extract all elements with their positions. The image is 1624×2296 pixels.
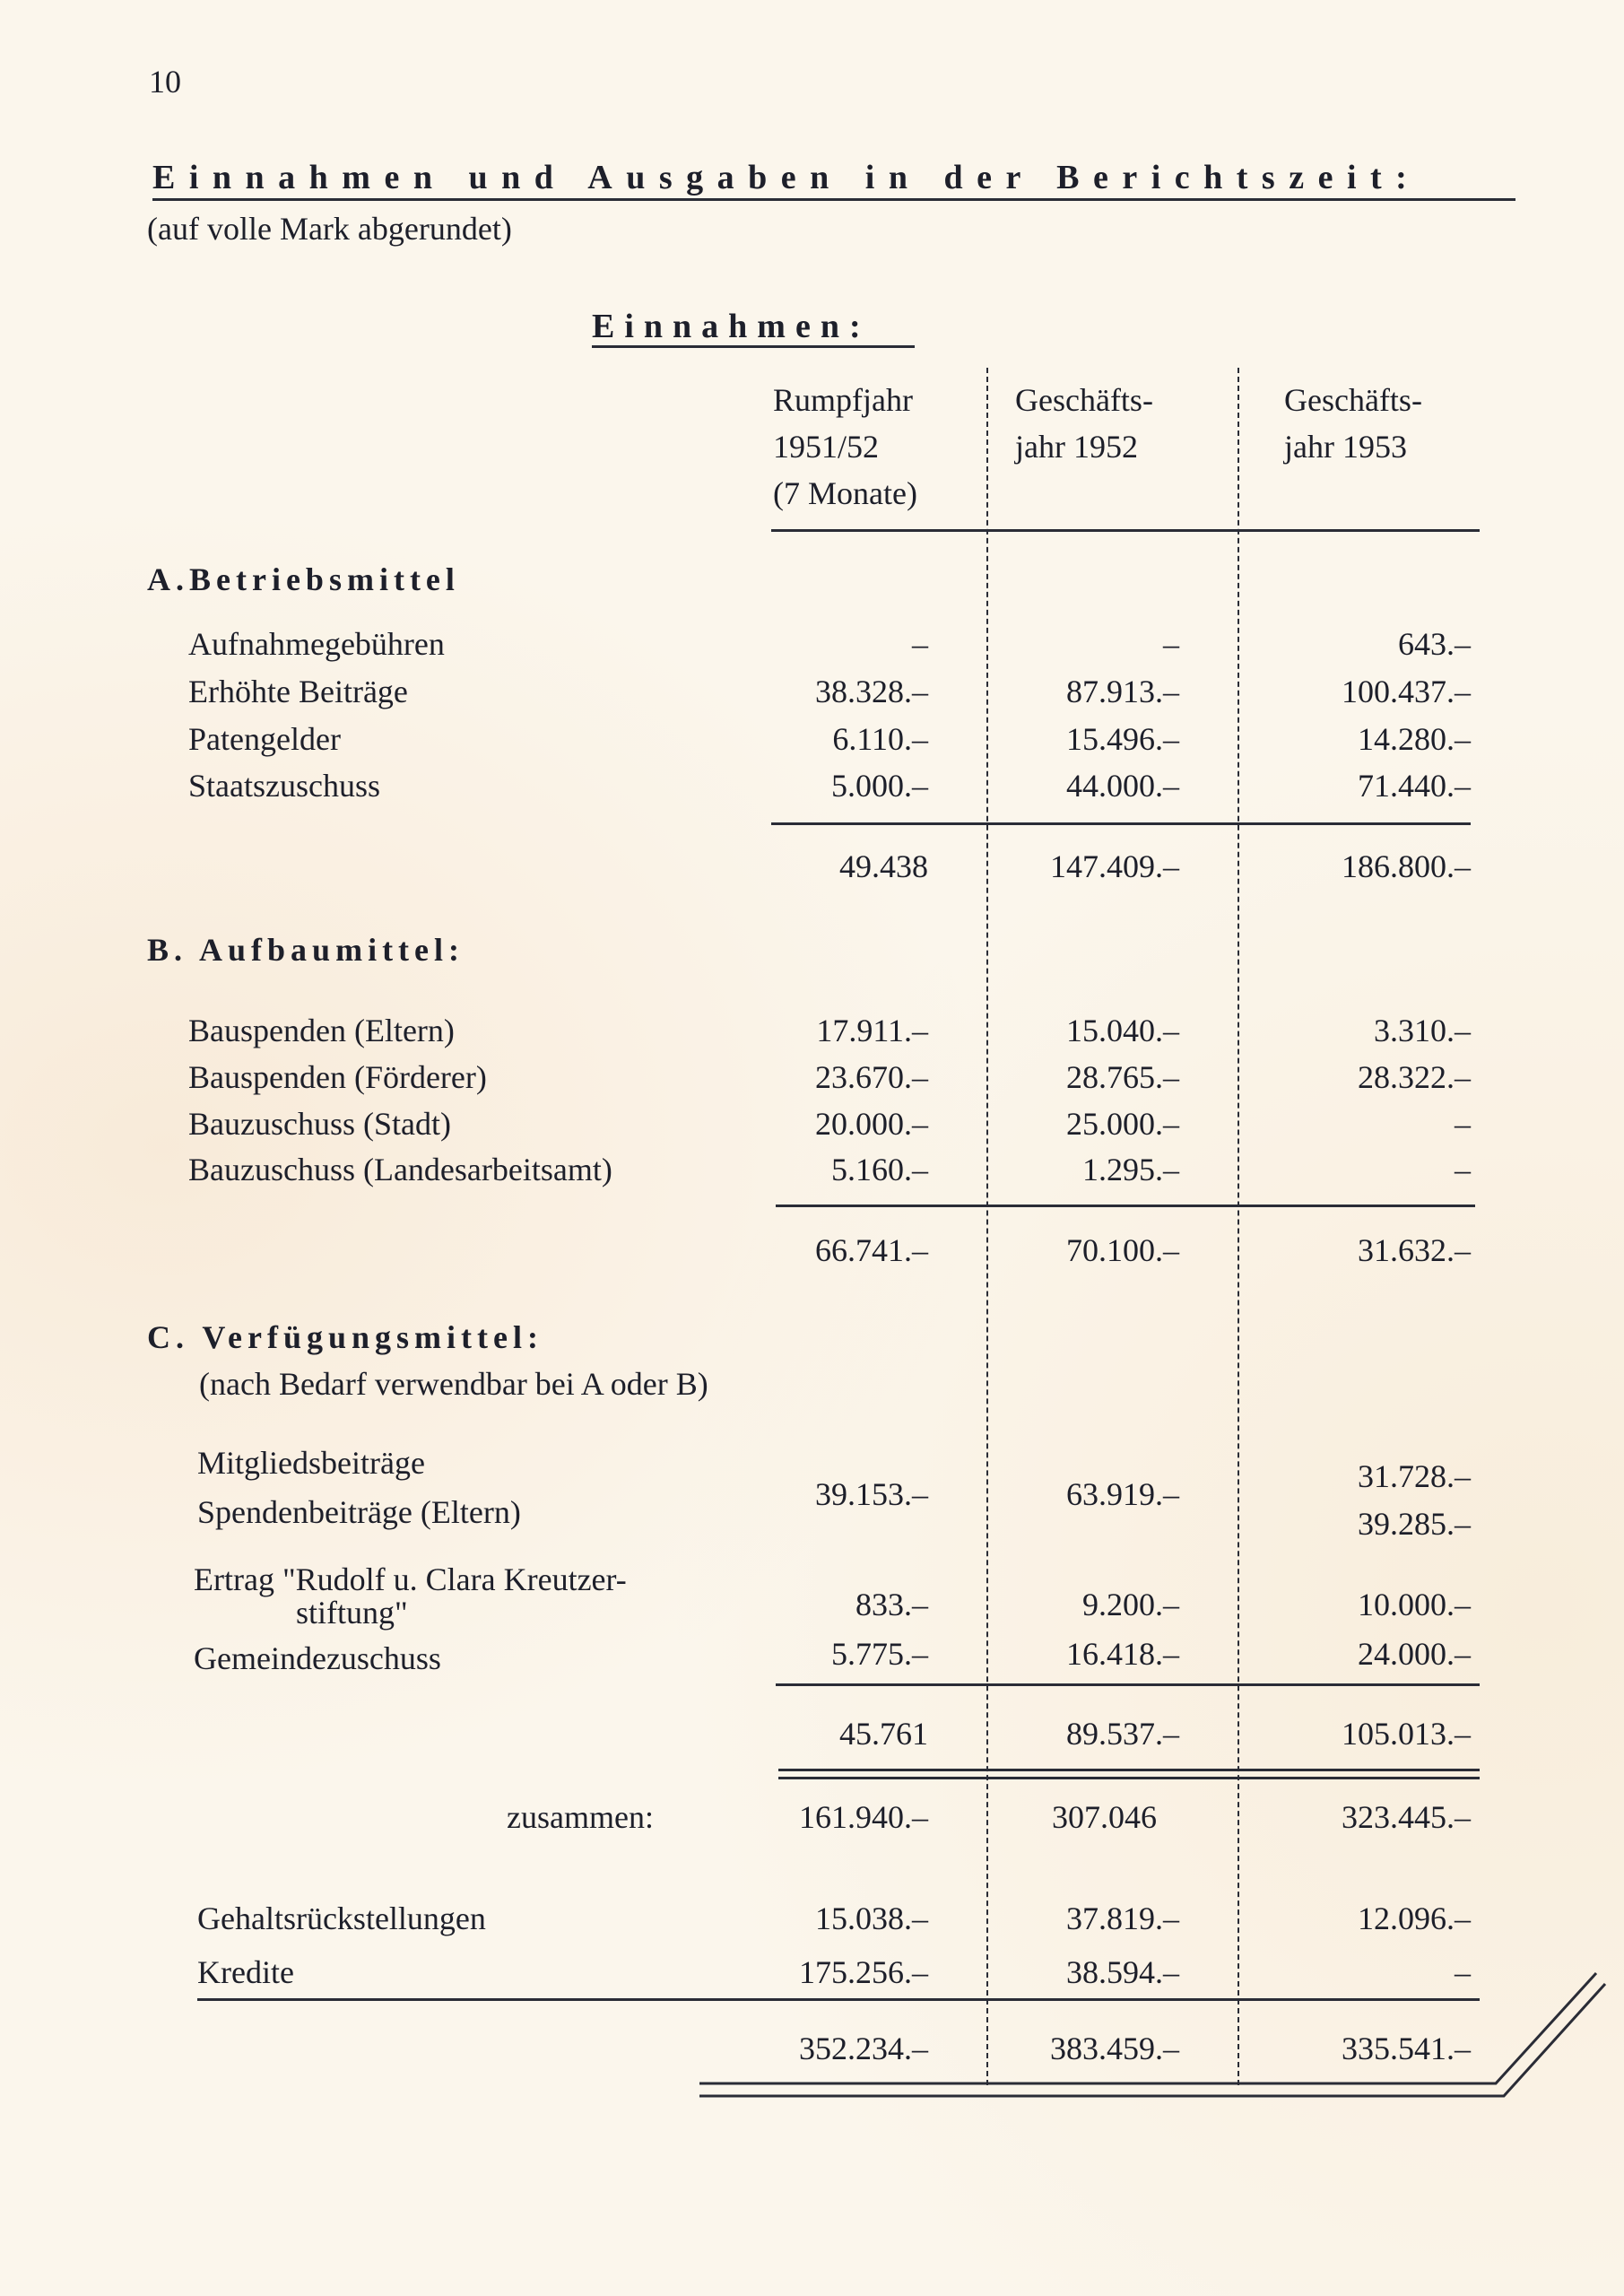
row-label: Bauzuschuss (Landesarbeitsamt) xyxy=(188,1152,612,1187)
cell-value: 71.440.– xyxy=(1358,768,1471,804)
column-header xyxy=(1015,377,1153,470)
cell-value: 14.280.– xyxy=(1358,721,1471,757)
section-heading: Einnahmen: xyxy=(592,308,871,345)
column-header xyxy=(1284,377,1422,470)
double-rule-line xyxy=(699,1984,1605,2096)
cell-value: 15.496.– xyxy=(1066,721,1179,757)
page-title: Einnahmen und Ausgaben in der Berichtszeit: xyxy=(152,159,1421,196)
total-value: 307.046 xyxy=(1052,1799,1157,1835)
cell-value: – xyxy=(912,626,928,662)
section-b-heading: B. Aufbaumittel: xyxy=(147,932,465,968)
row-label: stiftung" xyxy=(296,1595,408,1631)
subtotal-value: 147.409.– xyxy=(1050,848,1179,884)
cell-value: 5.160.– xyxy=(831,1152,928,1187)
cell-value: 16.418.– xyxy=(1066,1636,1179,1672)
zusammen-label: zusammen: xyxy=(507,1799,654,1835)
subtotal-value: 31.632.– xyxy=(1358,1232,1471,1268)
row-label: Bauzuschuss (Stadt) xyxy=(188,1106,451,1142)
column-header-line: jahr 1953 xyxy=(1284,429,1407,465)
cell-value: – xyxy=(1455,1152,1471,1187)
cell-value: 37.819.– xyxy=(1066,1900,1179,1936)
column-header-line: Geschäfts- xyxy=(1015,382,1153,418)
cell-value: – xyxy=(1455,1106,1471,1142)
cell-value: 24.000.– xyxy=(1358,1636,1471,1672)
row-label: Bauspenden (Eltern) xyxy=(188,1013,455,1048)
row-label: Bauspenden (Förderer) xyxy=(188,1059,487,1095)
cell-value: 25.000.– xyxy=(1066,1106,1179,1142)
subtotal-rule xyxy=(776,1683,1480,1686)
cell-value: 38.328.– xyxy=(815,674,928,709)
column-header-line: (7 Monate) xyxy=(773,475,917,511)
cell-value: 9.200.– xyxy=(1082,1587,1179,1622)
row-label: Gemeindezuschuss xyxy=(194,1640,441,1676)
column-header-line: jahr 1952 xyxy=(1015,429,1138,465)
grand-total-value: 335.541.– xyxy=(1342,2031,1471,2066)
cell-value: 39.153.– xyxy=(815,1476,928,1512)
total-value: 323.445.– xyxy=(1342,1799,1471,1835)
cell-value: 15.038.– xyxy=(815,1900,928,1936)
row-label: Staatszuschuss xyxy=(188,768,380,804)
header-rule xyxy=(771,529,1480,532)
cell-value: 20.000.– xyxy=(815,1106,928,1142)
subtotal-rule xyxy=(776,1205,1475,1207)
column-header-line: Geschäfts- xyxy=(1284,382,1422,418)
cell-value: – xyxy=(1455,1954,1471,1990)
subtotal-value: 66.741.– xyxy=(815,1232,928,1268)
cell-value: 39.285.– xyxy=(1358,1506,1471,1542)
grand-total-value: 383.459.– xyxy=(1050,2031,1179,2066)
section-a-heading: A.Betriebsmittel xyxy=(147,561,460,597)
section-c-heading: C. Verfügungsmittel: xyxy=(147,1319,543,1355)
double-rule-line xyxy=(699,1973,1596,2083)
cell-value: 10.000.– xyxy=(1358,1587,1471,1622)
cell-value: 12.096.– xyxy=(1358,1900,1471,1936)
subtitle: (auf volle Mark abgerundet) xyxy=(147,211,512,247)
subtotal-value: 45.761 xyxy=(839,1716,928,1752)
cell-value: 87.913.– xyxy=(1066,674,1179,709)
row-label: Spendenbeiträge (Eltern) xyxy=(197,1494,521,1530)
cell-value: 5.775.– xyxy=(831,1636,928,1672)
double-rule-top xyxy=(778,1769,1480,1771)
cell-value: – xyxy=(1163,626,1179,662)
column-separator xyxy=(1238,368,1239,2085)
subtotal-value: 89.537.– xyxy=(1066,1716,1179,1752)
cell-value: 28.322.– xyxy=(1358,1059,1471,1095)
grand-total-value: 352.234.– xyxy=(799,2031,928,2066)
subtotal-value: 49.438 xyxy=(839,848,928,884)
cell-value: 38.594.– xyxy=(1066,1954,1179,1990)
column-header-line: Rumpfjahr xyxy=(773,382,913,418)
cell-value: 100.437.– xyxy=(1342,674,1471,709)
cell-value: 5.000.– xyxy=(831,768,928,804)
total-value: 161.940.– xyxy=(799,1799,928,1835)
column-header xyxy=(773,377,917,517)
row-label: Ertrag "Rudolf u. Clara Kreutzer- xyxy=(194,1561,627,1597)
cell-value: 31.728.– xyxy=(1358,1458,1471,1494)
cell-value: 17.911.– xyxy=(816,1013,928,1048)
column-header-line: 1951/52 xyxy=(773,429,880,465)
cell-value: 643.– xyxy=(1398,626,1471,662)
title-underline xyxy=(152,198,1515,201)
section-heading-underline xyxy=(592,345,915,348)
cell-value: 1.295.– xyxy=(1082,1152,1179,1187)
cell-value: 63.919.– xyxy=(1066,1476,1179,1512)
cell-value: 175.256.– xyxy=(799,1954,928,1990)
row-label: Mitgliedsbeiträge xyxy=(197,1445,425,1481)
row-label: Erhöhte Beiträge xyxy=(188,674,408,709)
cell-value: 28.765.– xyxy=(1066,1059,1179,1095)
subtotal-value: 186.800.– xyxy=(1342,848,1471,884)
section-c-note: (nach Bedarf verwendbar bei A oder B) xyxy=(199,1366,708,1402)
cell-value: 6.110.– xyxy=(832,721,928,757)
page-number: 10 xyxy=(149,64,181,100)
cell-value: 44.000.– xyxy=(1066,768,1179,804)
cell-value: 15.040.– xyxy=(1066,1013,1179,1048)
row-label: Patengelder xyxy=(188,721,341,757)
row-label: Kredite xyxy=(197,1954,294,1990)
row-label: Gehaltsrückstellungen xyxy=(197,1900,486,1936)
subtotal-value: 105.013.– xyxy=(1342,1716,1471,1752)
double-rule-bottom xyxy=(778,1777,1480,1779)
cell-value: 23.670.– xyxy=(815,1059,928,1095)
cell-value: 3.310.– xyxy=(1374,1013,1471,1048)
cell-value: 833.– xyxy=(855,1587,928,1622)
subtotal-value: 70.100.– xyxy=(1066,1232,1179,1268)
grand-total-double-rule xyxy=(699,1919,1624,2099)
row-label: Aufnahmegebühren xyxy=(188,626,445,662)
subtotal-rule xyxy=(771,822,1471,825)
